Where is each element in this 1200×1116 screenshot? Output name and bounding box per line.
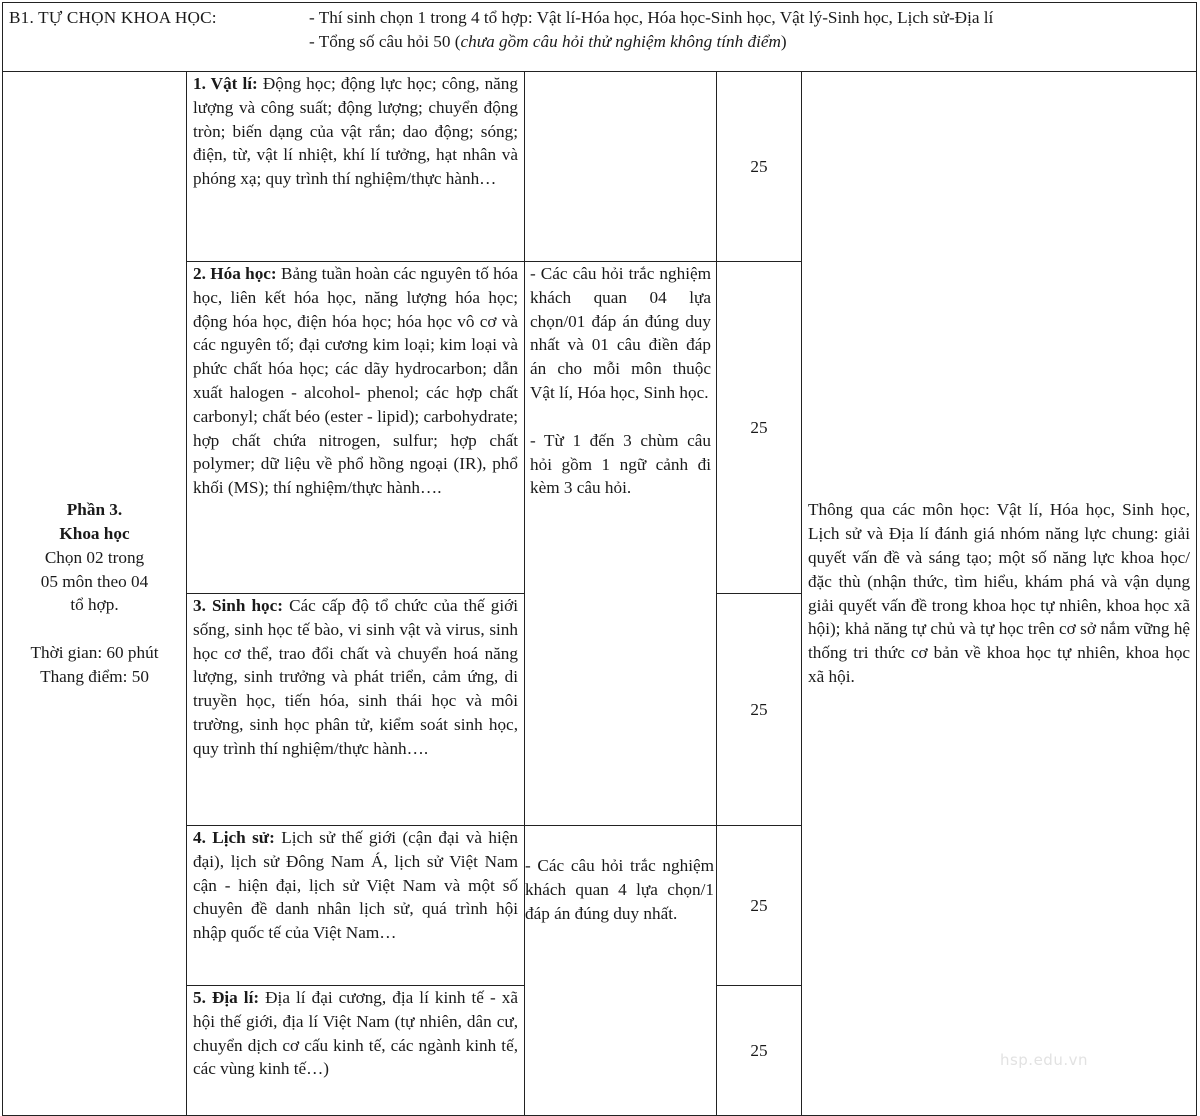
- question-count-physics: 25: [717, 72, 802, 262]
- format-science-cell: [525, 262, 717, 826]
- part-name: Khoa học: [59, 524, 130, 543]
- exam-structure-table: [2, 2, 1197, 1116]
- section-info-cell: [3, 72, 187, 1116]
- format-science-top: [525, 72, 717, 262]
- header-question-count-note: - Tổng số câu hỏi 50 (chưa gồm câu hỏi thử nghiệm không tính điểm): [309, 32, 787, 51]
- competency-description: Thông qua các môn học: Vật lí, Hóa học, Sinh học, Lịch sử và Địa lí đánh giá nhóm năng lực chung: giải quyết vấn đề và sáng tạo; một số năng lực khoa học/đặc thù (nhận thức, tìm hiểu, khám phá và vận dụng giải quyết vấn đề trong khoa học tự nhiên, khoa học xã hội); khả năng tự chủ và tự học trên cơ sở nắm vững hệ thống tri thức cơ bản về khoa học tự nhiên, khoa học xã hội.: [802, 72, 1197, 1116]
- subject-biology: 3. Sinh học: Các cấp độ tổ chức của thế giới sống, sinh học tế bào, vi sinh vật và virus, sinh học cơ thể, trao đổi chất và chuyển hoá năng lượng, sinh trưởng và phát triển, cảm ứng, di truyền học, tiến hóa, sinh thái học và môi trường, sinh học phân tử, kiểm soát sinh học, quy trình thí nghiệm/thực hành….: [187, 594, 525, 826]
- format-science-mcq: - Các câu hỏi trắc nghiệm khách quan 04 lựa chọn/01 đáp án đúng duy nhất và 01 câu điền đáp án cho mỗi môn thuộc Vật lí, Hóa học, Sinh học.: [530, 264, 711, 402]
- choose-line-2: 05 môn theo 04: [40, 571, 149, 591]
- header-cell: [3, 3, 1197, 72]
- max-score: Thang điểm: 50: [40, 666, 149, 686]
- format-science-cluster: - Từ 1 đến 3 chùm câu hỏi gồm 1 ngữ cảnh đi kèm 3 câu hỏi.: [530, 430, 711, 498]
- subject-chemistry: 2. Hóa học: Bảng tuần hoàn các nguyên tố hóa học, liên kết hóa học, năng lượng hóa học; động hóa học, điện hóa học; hóa học vô cơ và các nguyên tố; đại cương kim loại; kim loại và phức chất hóa học; các dãy hydrocarbon; dẫn xuất halogen - alcohol- phenol; các hợp chất carbonyl; chất béo (ester - lipid); carbohydrate; hợp chất chứa nitrogen, sulfur; hợp chất polymer; dữ liệu về phổ hồng ngoại (IR), phổ khối (MS); thí nghiệm/thực hành….: [187, 262, 525, 594]
- subject-history: 4. Lịch sử: Lịch sử thế giới (cận đại và hiện đại), lịch sử Đông Nam Á, lịch sử Việt Nam cận - hiện đại, lịch sử Việt Nam và một số chuyên đề danh nhân lịch sử, quá trình hội nhập quốc tế của Việt Nam…: [187, 826, 525, 986]
- part-number: Phần 3.: [66, 500, 123, 520]
- subject-physics: 1. Vật lí: Động học; động lực học; công, năng lượng và công suất; động lượng; chuyển động tròn; biến dạng của vật rắn; dao động; sóng; điện, từ, vật lí nhiệt, khí lí tưởng, hạt nhân và phóng xạ; quy trình thí nghiệm/thực hành…: [187, 72, 525, 262]
- choose-line-3: tổ hợp.: [70, 595, 119, 615]
- choose-line-1: Chọn 02 trong: [44, 547, 145, 567]
- time-limit: Thời gian: 60 phút: [30, 643, 159, 663]
- header-row: [3, 3, 1197, 72]
- subject-geography: 5. Địa lí: Địa lí đại cương, địa lí kinh tế - xã hội thế giới, địa lí Việt Nam (tự nhiên, dân cư, chuyển dịch cơ cấu kinh tế, các ngành kinh tế, các vùng kinh tế…): [187, 986, 525, 1116]
- section-title: B1. TỰ CHỌN KHOA HỌC:: [9, 8, 217, 27]
- format-social-cell: - Các câu hỏi trắc nghiệm khách quan 4 lựa chọn/1 đáp án đúng duy nhất.: [525, 826, 717, 1116]
- watermark-logo: hsp.edu.vn: [999, 1051, 1088, 1069]
- document-page: [2, 2, 1196, 1108]
- subject-row-physics: [3, 72, 1197, 262]
- question-count-chemistry: 25: [717, 262, 802, 594]
- question-count-history: 25: [717, 826, 802, 986]
- header-combination-note: - Thí sinh chọn 1 trong 4 tổ hợp: Vật lí-Hóa học, Hóa học-Sinh học, Vật lý-Sinh học, Lịch sử-Địa lí: [309, 8, 994, 27]
- question-count-biology: 25: [717, 594, 802, 826]
- question-count-geography: 25: [717, 986, 802, 1116]
